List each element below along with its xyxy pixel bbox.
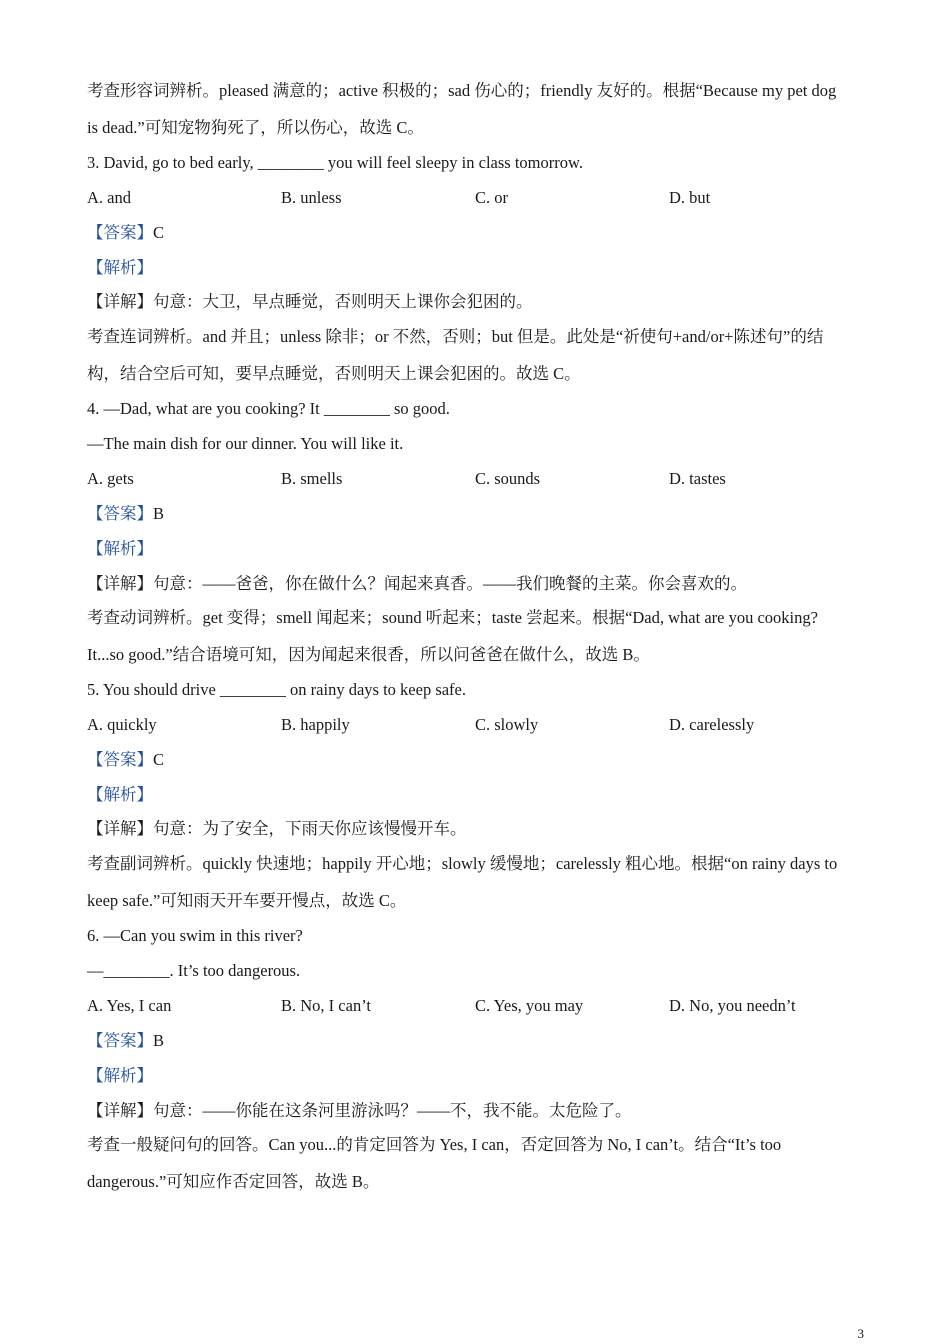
q6-answer-value: B xyxy=(153,1031,165,1050)
q3-answer xyxy=(87,223,164,243)
q4-option-a: A. gets xyxy=(87,469,134,488)
q6-detail-text: 句意：——你能在这条河里游泳吗？——不，我不能。太危险了。 xyxy=(153,1101,632,1120)
q4-stem-line2: —The main dish for our dinner. You will like it. xyxy=(87,434,404,453)
q6-option-a: A. Yes, I can xyxy=(87,996,172,1015)
q4-option-b: B. smells xyxy=(281,469,343,488)
q3-option-a: A. and xyxy=(87,188,131,207)
q4-answer-value: B xyxy=(153,504,165,523)
q4-detail-text: 句意：——爸爸，你在做什么？闻起来真香。——我们晚餐的主菜。你会喜欢的。 xyxy=(153,574,747,593)
q5-option-c: C. slowly xyxy=(475,715,539,734)
answer-tag: 【答案】 xyxy=(87,750,153,769)
q4-option-c: C. sounds xyxy=(475,469,541,488)
q5-option-b: B. happily xyxy=(281,715,350,734)
q4-analysis-line1: 考查动词辨析。get 变得；smell 闻起来；sound 听起来；taste 尝起来。根据“Dad, what are you cooking? xyxy=(87,608,818,627)
q3-option-b: B. unless xyxy=(281,188,342,207)
q5-detail-text: 句意：为了安全，下雨天你应该慢慢开车。 xyxy=(153,819,467,838)
q6-stem-line2: —________. It’s too dangerous. xyxy=(87,961,301,980)
q5-stem: 5. You should drive ________ on rainy days to keep safe. xyxy=(87,680,467,699)
detail-tag: 【详解】 xyxy=(87,819,153,838)
q4-detail xyxy=(87,574,747,594)
q5-option-a: A. quickly xyxy=(87,715,157,734)
q3-answer-value: C xyxy=(153,223,165,242)
q4-answer xyxy=(87,504,164,524)
q6-stem-line1: 6. —Can you swim in this river? xyxy=(87,926,303,945)
q6-option-b: B. No, I can’t xyxy=(281,996,371,1015)
q5-answer xyxy=(87,750,164,770)
detail-tag: 【详解】 xyxy=(87,292,153,311)
q5-answer-value: C xyxy=(153,750,165,769)
answer-tag: 【答案】 xyxy=(87,1031,153,1050)
q6-option-d: D. No, you needn’t xyxy=(669,996,796,1015)
prev-analysis-line2: is dead.”可知宠物狗死了，所以伤心，故选 C。 xyxy=(87,118,424,137)
q3-analysis-line1: 考查连词辨析。and 并且；unless 除非；or 不然，否则；but 但是。此处是“祈使句+and/or+陈述句”的结 xyxy=(87,327,824,346)
q6-analysis-line1: 考查一般疑问句的回答。Can you...的肯定回答为 Yes, I can，否定回答为 No, I can’t。结合“It’s too xyxy=(87,1135,782,1154)
q6-answer xyxy=(87,1031,164,1051)
page-number: 3 xyxy=(857,1326,864,1341)
q4-jiexi xyxy=(87,539,153,559)
q3-detail xyxy=(87,292,533,312)
q4-analysis-line2: It...so good.”结合语境可知，因为闻起来很香，所以问爸爸在做什么，故选 B。 xyxy=(87,645,650,664)
q3-analysis-line2: 构，结合空后可知，要早点睡觉，否则明天上课会犯困的。故选 C。 xyxy=(87,364,581,383)
answer-tag: 【答案】 xyxy=(87,223,153,242)
q3-option-c: C. or xyxy=(475,188,508,207)
q5-option-d: D. carelessly xyxy=(669,715,755,734)
detail-tag: 【详解】 xyxy=(87,574,153,593)
q3-detail-text: 句意：大卫，早点睡觉，否则明天上课你会犯困的。 xyxy=(153,292,533,311)
q4-option-d: D. tastes xyxy=(669,469,726,488)
q6-jiexi xyxy=(87,1066,153,1086)
detail-tag: 【详解】 xyxy=(87,1101,153,1120)
q5-detail xyxy=(87,819,467,839)
q4-stem-line1: 4. —Dad, what are you cooking? It ________ so good. xyxy=(87,399,450,418)
jiexi-tag: 【解析】 xyxy=(87,785,153,804)
q3-stem: 3. David, go to bed early, ________ you will feel sleepy in class tomorrow. xyxy=(87,153,583,172)
prev-analysis-line1: 考查形容词辨析。pleased 满意的；active 积极的；sad 伤心的；friendly 友好的。根据“Because my pet dog xyxy=(87,81,837,100)
q6-option-c: C. Yes, you may xyxy=(475,996,584,1015)
q5-analysis-line1: 考查副词辨析。quickly 快速地；happily 开心地；slowly 缓慢地；carelessly 粗心地。根据“on rainy days to xyxy=(87,854,838,873)
q6-analysis-line2: dangerous.”可知应作否定回答，故选 B。 xyxy=(87,1172,380,1191)
q6-detail xyxy=(87,1101,632,1121)
jiexi-tag: 【解析】 xyxy=(87,1066,153,1085)
jiexi-tag: 【解析】 xyxy=(87,258,153,277)
jiexi-tag: 【解析】 xyxy=(87,539,153,558)
q3-option-d: D. but xyxy=(669,188,711,207)
q5-jiexi xyxy=(87,785,153,805)
q5-analysis-line2: keep safe.”可知雨天开车要开慢点，故选 C。 xyxy=(87,891,407,910)
q3-jiexi xyxy=(87,258,153,278)
answer-tag: 【答案】 xyxy=(87,504,153,523)
